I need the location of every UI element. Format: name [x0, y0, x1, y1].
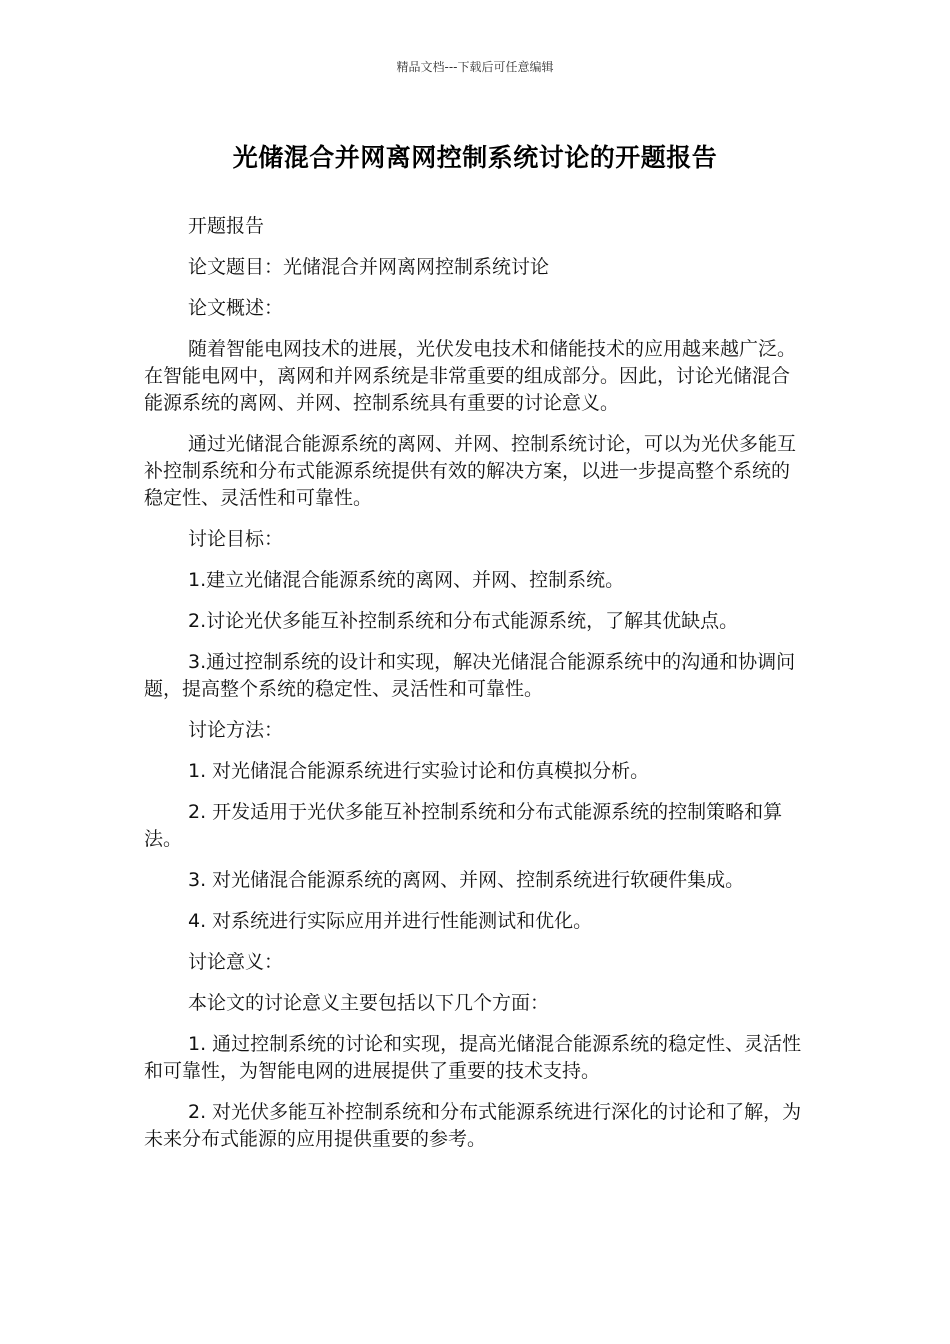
paragraph-significance-1: 1. 通过控制系统的讨论和实现，提高光储混合能源系统的稳定性、灵活性和可靠性，为智能电网的进展提供了重要的技术支持。 [144, 1033, 802, 1082]
paragraph-overview-1: 随着智能电网技术的进展，光伏发电技术和储能技术的应用越来越广泛。在智能电网中，离网和并网系统是非常重要的组成部分。因此，讨论光储混合能源系统的离网、并网、控制系统具有重要的讨论意义。 [144, 338, 797, 414]
paragraph-method-3: 3. 对光储混合能源系统的离网、并网、控制系统进行软硬件集成。 [188, 869, 745, 891]
document-title: 光储混合并网离网控制系统讨论的开题报告 [232, 143, 718, 172]
paragraph-goals-heading: 讨论目标： [188, 528, 284, 550]
paragraph-goal-2: 2.讨论光伏多能互补控制系统和分布式能源系统，了解其优缺点。 [188, 610, 739, 632]
paragraph-overview-heading: 论文概述： [188, 297, 284, 319]
document-body [144, 213, 804, 1167]
paragraph-method-2: 2. 开发适用于光伏多能互补控制系统和分布式能源系统的控制策略和算法。 [144, 801, 783, 850]
paragraph-method-1: 1. 对光储混合能源系统进行实验讨论和仿真模拟分析。 [188, 760, 650, 782]
page-header-note: 精品文档---下载后可任意编辑 [396, 60, 554, 74]
paragraph-significance-intro: 本论文的讨论意义主要包括以下几个方面： [188, 992, 550, 1014]
paragraph-thesis-title: 论文题目：光储混合并网离网控制系统讨论 [188, 256, 550, 278]
paragraph-significance-heading: 讨论意义： [188, 951, 284, 973]
paragraph-proposal-label: 开题报告 [188, 215, 265, 237]
paragraph-goal-1: 1.建立光储混合能源系统的离网、并网、控制系统。 [188, 569, 625, 591]
paragraph-methods-heading: 讨论方法： [188, 719, 284, 741]
paragraph-method-4: 4. 对系统进行实际应用并进行性能测试和优化。 [188, 910, 593, 932]
paragraph-significance-2: 2. 对光伏多能互补控制系统和分布式能源系统进行深化的讨论和了解，为未来分布式能源的应用提供重要的参考。 [144, 1101, 802, 1150]
paragraph-overview-2: 通过光储混合能源系统的离网、并网、控制系统讨论，可以为光伏多能互补控制系统和分布式能源系统提供有效的解决方案，以进一步提高整个系统的稳定性、灵活性和可靠性。 [144, 433, 797, 509]
paragraph-goal-3: 3.通过控制系统的设计和实现，解决光储混合能源系统中的沟通和协调问题，提高整个系统的稳定性、灵活性和可靠性。 [144, 651, 796, 700]
